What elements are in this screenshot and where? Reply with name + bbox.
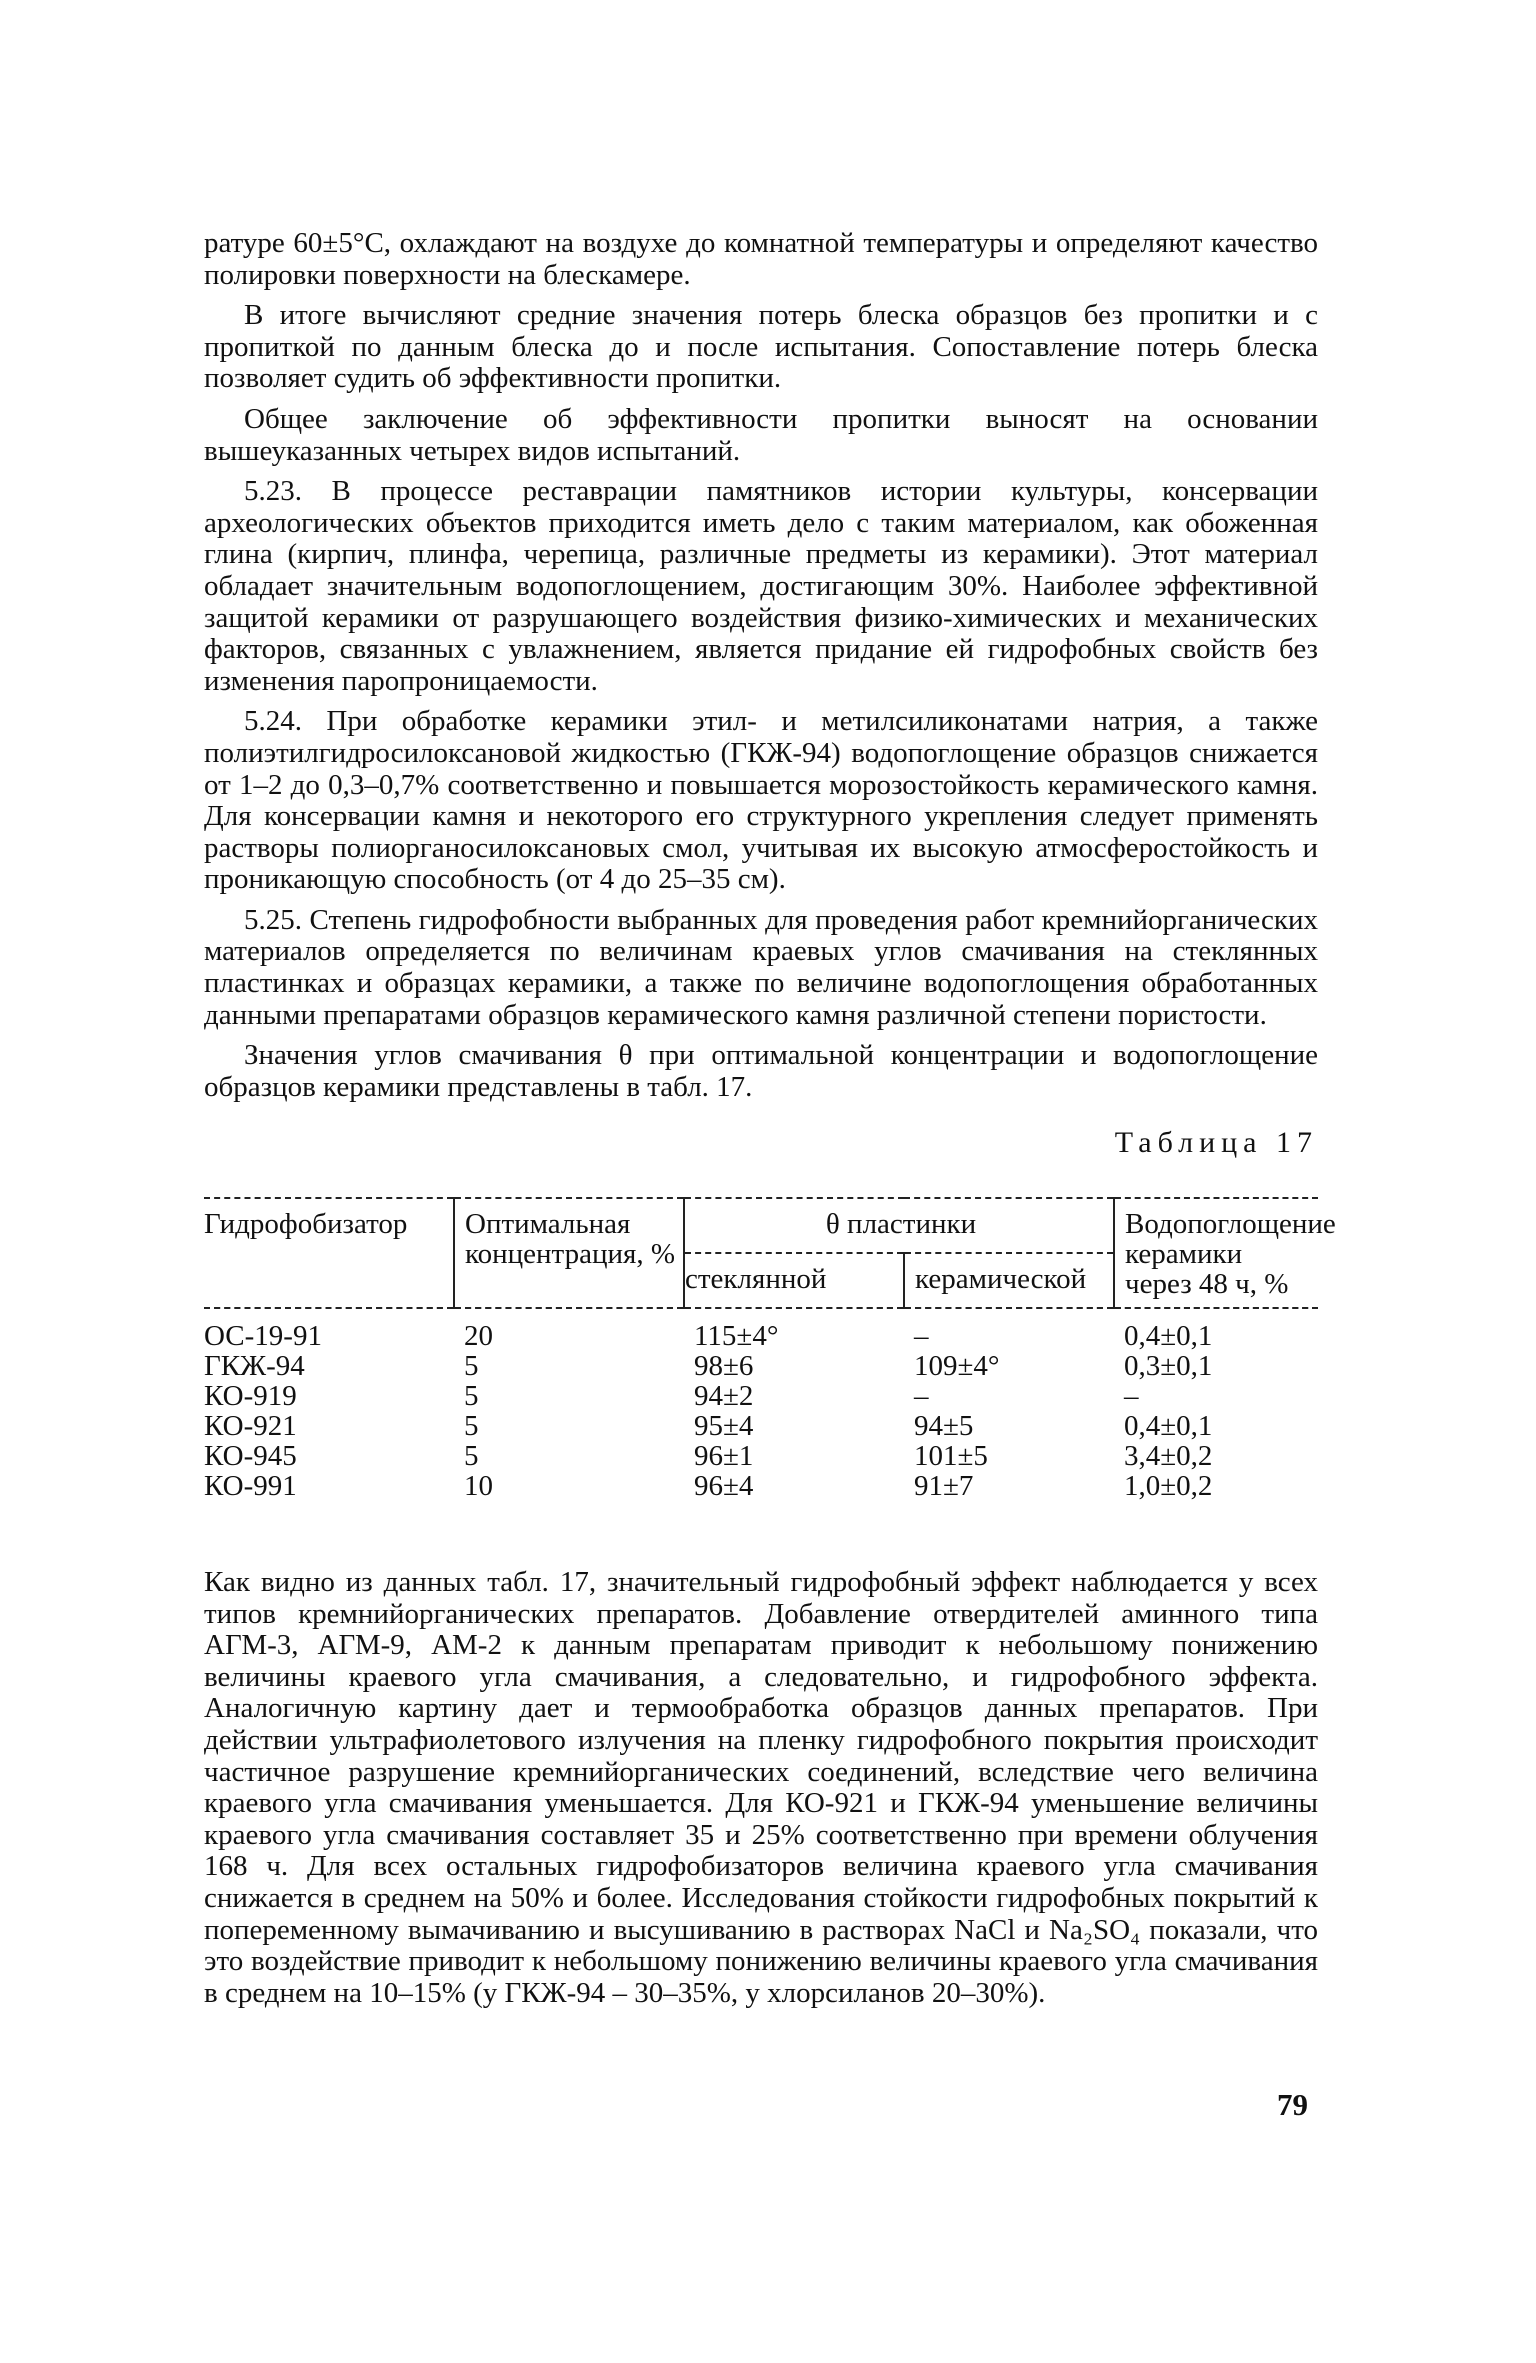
cell-theta-ceramic: – (914, 1320, 929, 1352)
cell-theta-glass: 98±6 (694, 1350, 754, 1382)
table-row (204, 1381, 1318, 1411)
cell-hydrophobizer: ГКЖ-94 (204, 1350, 305, 1382)
paragraph-section-5-24: 5.24. При обработке керамики этил- и метилсиликонатами натрия, а также полиэтилгидросилоксановой жидкостью (ГКЖ-94) водопоглощение образцов снижается от 1–2 до 0,3–0,7% соответственно и повышается морозостойкость керамического камня. Для консервации камня и некоторого его структурного укрепления следует применять растворы полиорганосилоксановых смол, учитывая их высокую атмосферостойкость и проникающую способность (от 4 до 25–35 см). (204, 705, 1318, 896)
cell-concentration: 5 (464, 1440, 479, 1472)
body-text-bottom (204, 1567, 1318, 2018)
paragraph: Общее заключение об эффективности пропитки выносят на основании вышеуказанных четырех видов испытаний. (204, 402, 1318, 467)
page-number: 79 (1277, 2087, 1308, 2122)
paragraph-section-5-25: 5.25. Степень гидрофобности выбранных для проведения работ кремнийорганических материалов определяется по величинам краевых углов смачивания на стеклянных пластинках и образцах керамики, а также по величине водопоглощения обработанных данными препаратами образцов керамического камня различной степени пористости. (204, 903, 1318, 1031)
table-row (204, 1441, 1318, 1471)
header-optimal-concentration: Оптимальная концентрация, % (454, 1198, 684, 1308)
table-row (204, 1351, 1318, 1381)
cell-hydrophobizer: КО-919 (204, 1380, 297, 1412)
cell-theta-glass: 96±1 (694, 1440, 754, 1472)
cell-concentration: 5 (464, 1380, 479, 1412)
table-row (204, 1308, 1318, 1351)
paragraph: В итоге вычисляют средние значения потерь блеска образцов без пропитки и с пропиткой по данным блеска до и после испытания. Сопоставление потерь блеска позволяет судить об эффективности пропитки. (204, 299, 1318, 395)
cell-water-absorption: 0,3±0,1 (1124, 1350, 1213, 1382)
cell-water-absorption: 0,4±0,1 (1124, 1410, 1213, 1442)
header-glass: стеклянной (684, 1253, 904, 1308)
header-water-absorption: Водопоглощение керамики через 48 ч, % (1114, 1198, 1318, 1308)
cell-concentration: 20 (464, 1320, 493, 1352)
cell-concentration: 5 (464, 1350, 479, 1382)
cell-water-absorption: – (1124, 1380, 1139, 1412)
cell-hydrophobizer: КО-921 (204, 1410, 297, 1442)
paragraph: ратуре 60±5°С, охлаждают на воздухе до комнатной температуры и определяют качество полировки поверхности на блескамере. (204, 227, 1318, 291)
cell-concentration: 10 (464, 1470, 493, 1502)
cell-theta-glass: 115±4° (694, 1320, 779, 1352)
cell-theta-glass: 96±4 (694, 1470, 754, 1502)
cell-water-absorption: 1,0±0,2 (1124, 1470, 1213, 1502)
table-row (204, 1471, 1318, 1501)
cell-hydrophobizer: ОС-19-91 (204, 1320, 322, 1352)
cell-concentration: 5 (464, 1410, 479, 1442)
table-caption: Таблица 17 (1114, 1126, 1318, 1159)
cell-theta-ceramic: – (914, 1380, 929, 1412)
paragraph-section-5-23: 5.23. В процессе реставрации памятников истории культуры, консервации археологических объектов приходится иметь дело с таким материалом, как обоженная глина (кирпич, плинфа, черепица, различные предметы из керамики). Этот материал обладает значительным водопоглощением, достигающим 30%. Наиболее эффективной защитой керамики от разрушающего воздействия физико-химических и механических факторов, связанных с увлажнением, является придание ей гидрофобных свойств без изменения паропроницаемости. (204, 475, 1318, 697)
cell-theta-ceramic: 101±5 (914, 1440, 988, 1472)
cell-theta-ceramic: 94±5 (914, 1410, 974, 1442)
paragraph: Как видно из данных табл. 17, значительный гидрофобный эффект наблюдается у всех типов кремнийорганических препаратов. Добавление отвердителей аминного типа АГМ-3, АГМ-9, АМ-2 к данным препаратам приводит к небольшому понижению величины краевого угла смачивания, а следовательно, и гидрофобного эффекта. Аналогичную картину дает и термообработка образцов данных препаратов. При действии ультрафиолетового излучения на пленку гидрофобного покрытия происходит частичное разрушение кремнийорганических соединений, вследствие чего величина краевого угла смачивания уменьшается. Для КО-921 и ГКЖ-94 уменьшение величины краевого угла смачивания составляет 35 и 25% соответственно при времени облучения 168 ч. Для всех остальных гидрофобизаторов величина краевого угла смачивания снижается в среднем на 50% и более. Исследования стойкости гидрофобных покрытий к попеременному вымачиванию и высушиванию в растворах NaCl и Na₂SO₄ показали, что это воздействие приводит к небольшому понижению величины краевого угла смачивания в среднем на 10–15% (у ГКЖ-94 – 30–35%, у хлорсиланов 20–30%). (204, 1566, 1318, 2009)
cell-theta-ceramic: 109±4° (914, 1350, 1000, 1382)
cell-water-absorption: 0,4±0,1 (1124, 1320, 1213, 1352)
cell-theta-ceramic: 91±7 (914, 1470, 974, 1502)
body-text-top (204, 228, 1318, 1112)
paragraph: Значения углов смачивания θ при оптимальной концентрации и водопоглощение образцов керамики представлены в табл. 17. (204, 1039, 1318, 1103)
header-hydrophobizer: Гидрофобизатор (204, 1198, 454, 1308)
cell-theta-glass: 94±2 (694, 1380, 754, 1412)
cell-water-absorption: 3,4±0,2 (1124, 1440, 1213, 1472)
cell-hydrophobizer: КО-945 (204, 1440, 297, 1472)
cell-theta-glass: 95±4 (694, 1410, 754, 1442)
header-theta-plates: θ пластинки (684, 1198, 1114, 1253)
cell-hydrophobizer: КО-991 (204, 1470, 297, 1502)
table-row (204, 1411, 1318, 1441)
data-table (204, 1197, 1336, 1502)
header-ceramic: керамической (904, 1253, 1114, 1308)
